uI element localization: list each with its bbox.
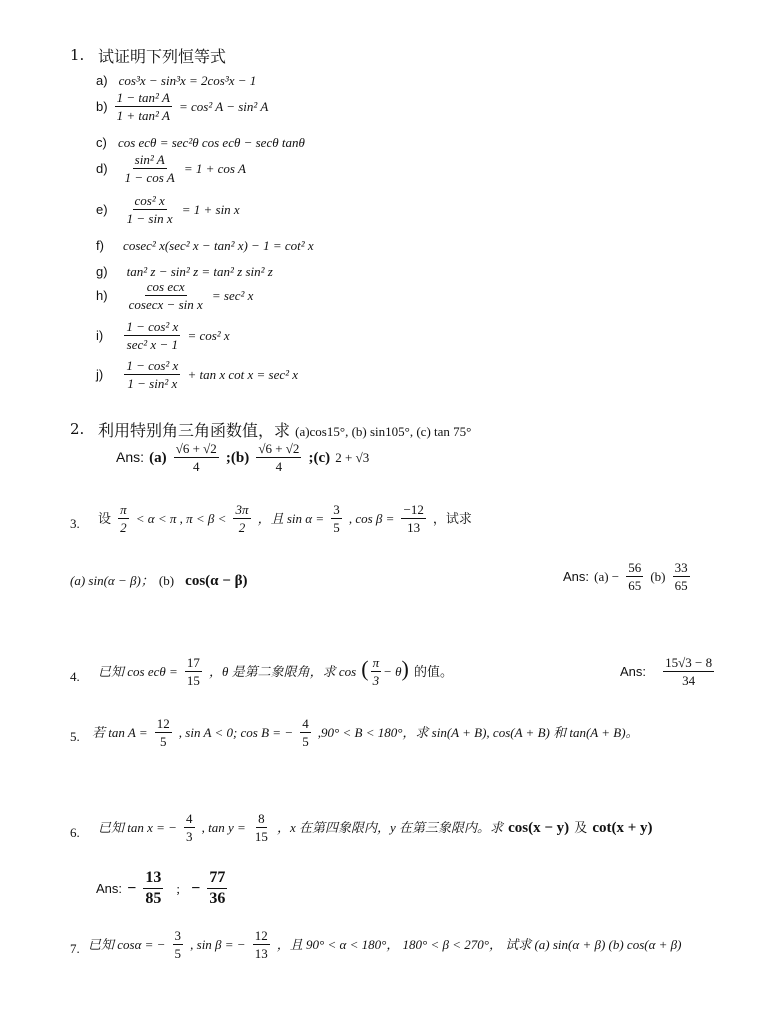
item-label: h) <box>96 288 108 303</box>
q4-answer <box>620 656 716 687</box>
q1-item-j <box>96 359 298 390</box>
text: 及 <box>574 820 588 835</box>
text: 的值。 <box>413 664 453 679</box>
item-expr: cos³x − sin³x = 2cos³x − 1 <box>118 73 257 88</box>
fraction: $\frac{56}{65}$ <box>628 560 642 593</box>
text: 若 tan A = <box>92 725 148 740</box>
part-a: (a) sin(α − β)； <box>70 573 154 588</box>
part-b: (b) <box>158 573 175 588</box>
text: ，且 90° < α < 180°， 180° < β < 270°， 试求 (a) sin(α + β) (b) cos(α + β) <box>276 937 682 952</box>
q4-number: 4. <box>70 669 80 684</box>
q1-item-d <box>96 153 246 184</box>
text: 设 <box>98 511 112 526</box>
text: < α < π , π < β < <box>135 511 227 526</box>
item-label: d) <box>96 161 108 176</box>
fraction: $\frac{\pi}{3}$ <box>372 655 380 688</box>
q1-item-c <box>96 132 305 151</box>
text: 已知 tan x = − <box>98 820 177 835</box>
fraction: $\frac{3\pi}{2}$ <box>235 502 249 535</box>
item-expr: cos ecθ = sec²θ cos ecθ − secθ tanθ <box>117 135 305 150</box>
answer-label: Ans: <box>116 449 145 465</box>
q3-number: 3. <box>70 516 80 531</box>
fraction: $\frac{√6 + √2}{4}$ <box>175 441 217 474</box>
q3-text <box>98 503 472 534</box>
fraction: $\frac{\text{cos ecx}}{\text{cosecx − sin x}}$ <box>128 279 203 312</box>
text: , cos β = <box>348 511 395 526</box>
item-label: g) <box>96 264 108 279</box>
answer-part: ;(c) <box>308 450 331 466</box>
answer-part: (a) <box>149 450 167 466</box>
text: (a) − <box>594 569 620 584</box>
q2-number: 2. <box>70 420 85 438</box>
q5-number: 5. <box>70 729 80 744</box>
fraction: $\frac{\text{sin² A}}{\text{1 − cos A}}$ <box>124 152 175 185</box>
item-rhs: + tan x cot x = sec² x <box>187 367 299 382</box>
text: ,90° < B < 180°，求 sin(A + B), cos(A + B) 和 tan(A + B)。 <box>317 725 639 740</box>
q1-item-b <box>96 91 268 122</box>
q2-parts: (a)cos15°, (b) sin105°, (c) tan 75° <box>295 424 472 439</box>
fraction: $\frac{77}{36}$ <box>209 869 226 907</box>
q1-item-e <box>96 194 240 225</box>
text: − θ <box>383 664 402 679</box>
q1-title: 试证明下列恒等式 <box>98 47 227 66</box>
q5-text <box>92 717 639 748</box>
text: ; <box>176 881 181 896</box>
fraction: $\frac{\text{1 − tan² A}}{\text{1 + tan² A}}$ <box>116 90 170 123</box>
item-label: e) <box>96 202 108 217</box>
item-rhs: = sec² x <box>211 288 254 303</box>
q2-prompt: 利用特别角三角函数值，求 <box>98 421 291 440</box>
text: (b) <box>650 569 666 584</box>
fraction: $\frac{12}{5}$ <box>156 716 170 749</box>
fraction: $\frac{33}{65}$ <box>674 560 688 593</box>
text: , sin A < 0; cos B = − <box>178 725 294 740</box>
q1-item-i <box>96 320 230 351</box>
item-rhs: = 1 + cos A <box>183 161 246 176</box>
q6-text <box>98 812 653 843</box>
fraction: $\frac{\pi}{2}$ <box>120 502 127 535</box>
text: ，x 在第四象限内，y 在第三象限内。求 <box>276 820 504 835</box>
fraction: $\frac{\text{1 − cos² x}}{\text{1 − sin² x}}$ <box>126 358 179 391</box>
text: cot(x + y) <box>592 820 653 836</box>
text: , sin β = − <box>190 937 246 952</box>
item-label: a) <box>96 73 108 88</box>
item-label: j) <box>96 367 104 382</box>
item-expr: cosec² x(sec² x − tan² x) − 1 = cot² x <box>123 238 314 253</box>
q6-number: 6. <box>70 825 80 840</box>
item-label: i) <box>96 328 104 343</box>
text: 已知 cos ecθ = <box>98 664 178 679</box>
answer-label: Ans: <box>620 664 647 679</box>
item-rhs: = 1 + sin x <box>181 202 240 217</box>
q4-text: 已知 cos ecθ = $\frac{17}{15}$ ，θ 是第二象限角，求 cos ( $\frac{\pi}{3}$ − θ) 的值。 <box>98 655 453 688</box>
q7-number: 7. <box>70 941 80 956</box>
q3-parts <box>70 570 247 590</box>
q1-item-g <box>96 261 273 280</box>
text: ，试求 <box>432 511 472 526</box>
fraction: $\frac{3}{5}$ <box>174 928 182 961</box>
answer-part: ;(b) <box>225 450 250 466</box>
item-label: c) <box>96 135 107 150</box>
fraction: $\frac{12}{13}$ <box>254 928 268 961</box>
fraction: $\frac{15√3 - 8}{34}$ <box>665 655 713 688</box>
fraction: $\frac{4}{5}$ <box>302 716 309 749</box>
fraction: $\frac{\text{1 − cos² x}}{\text{sec² x − 1}}$ <box>126 319 179 352</box>
fraction: $\frac{3}{5}$ <box>333 502 340 535</box>
fraction: $\frac{4}{3}$ <box>186 811 193 844</box>
item-label: f) <box>96 238 104 253</box>
part-b-expr: cos(α − β) <box>185 573 248 589</box>
fraction: $\frac{8}{15}$ <box>254 811 268 844</box>
answer-value: 2 + √3 <box>335 450 370 465</box>
fraction: $\frac{√6 + √2}{4}$ <box>258 441 300 474</box>
q6-answer: Ans: − $\frac{13}{85}$ ; − $\frac{77}{36}$ <box>96 869 226 907</box>
item-expr: tan² z − sin² z = tan² z sin² z <box>126 264 273 279</box>
fraction: $\frac{13}{85}$ <box>145 869 162 907</box>
q3-answer <box>563 561 692 592</box>
q2-text <box>98 418 471 441</box>
q2-answer <box>116 442 369 473</box>
answer-label: Ans: <box>96 881 123 896</box>
fraction: $\frac{\text{cos² x}}{\text{1 − sin x}}$ <box>126 193 173 226</box>
fraction: $\frac{-12}{13}$ <box>403 502 424 535</box>
item-rhs: = cos² x <box>187 328 230 343</box>
q1-item-h <box>96 280 253 311</box>
text: 已知 cosα = − <box>88 937 166 952</box>
q1-number: 1. <box>70 46 85 64</box>
text: ，θ 是第二象限角，求 cos <box>208 664 357 679</box>
text: cos(x − y) <box>508 820 570 836</box>
q1-item-a <box>96 70 256 89</box>
fraction: $\frac{17}{15}$ <box>186 655 200 688</box>
text: , tan y = <box>201 820 246 835</box>
item-rhs: = cos² A − sin² A <box>179 99 269 114</box>
text: ，且 sin α = <box>257 511 325 526</box>
q1-item-f <box>96 235 314 254</box>
item-label: b) <box>96 99 108 114</box>
answer-label: Ans: <box>563 569 590 584</box>
q7-text <box>88 929 682 960</box>
